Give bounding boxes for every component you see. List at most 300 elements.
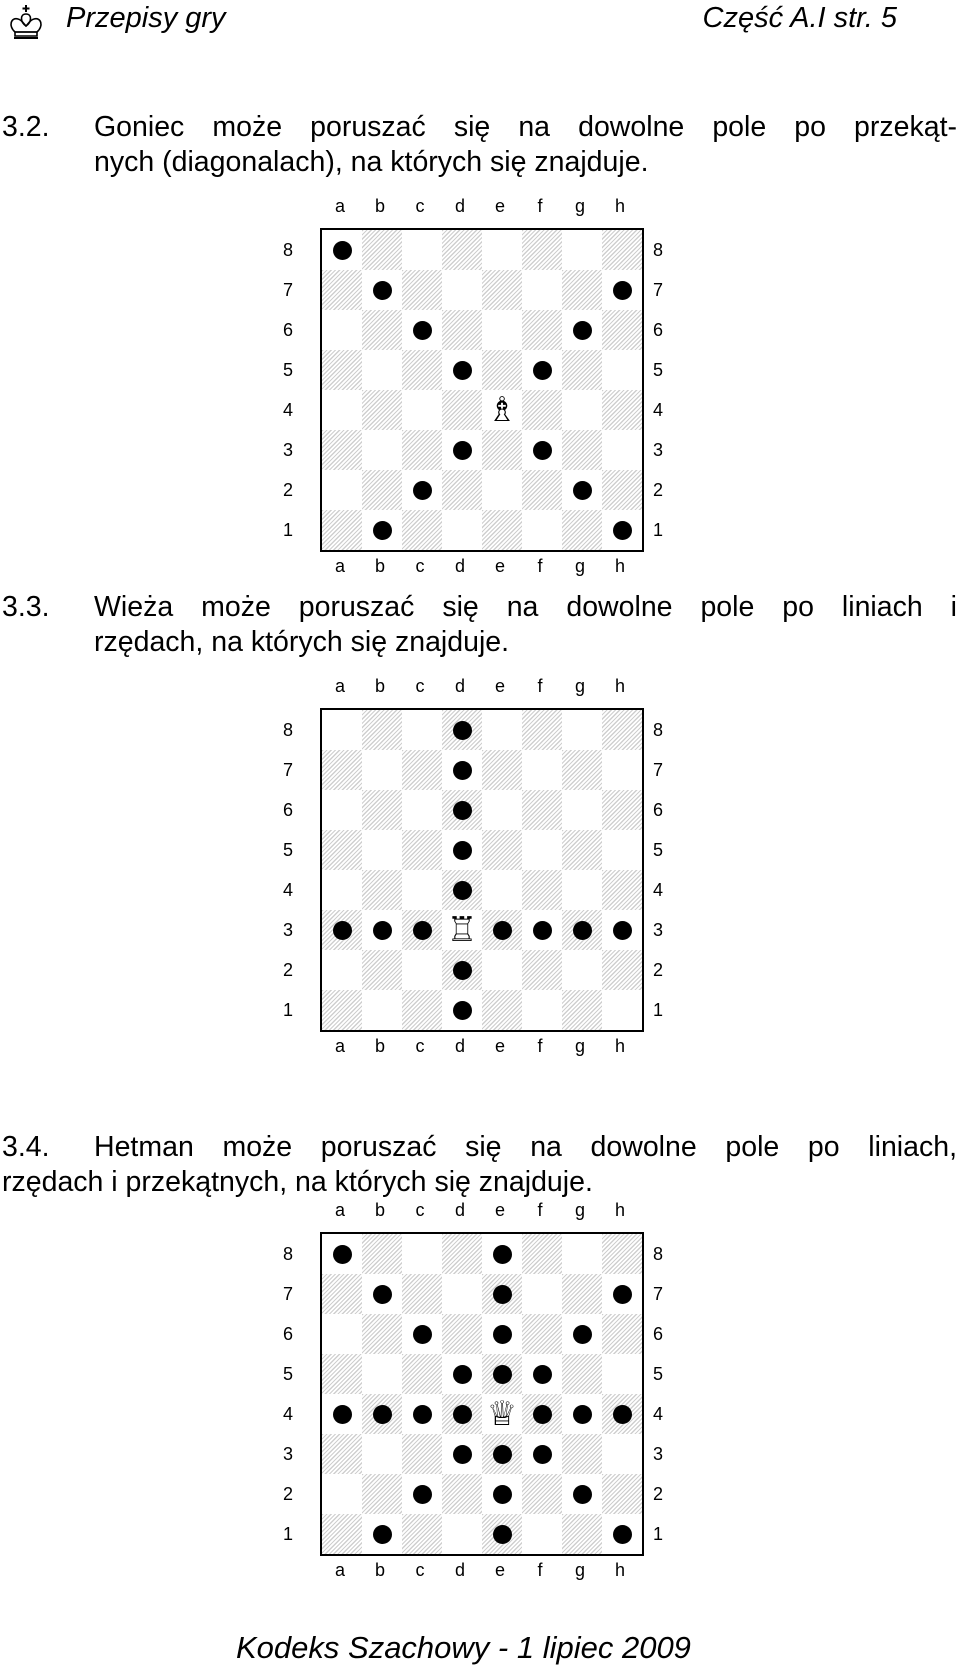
rank-label: 8: [282, 240, 293, 260]
square-e6: [482, 790, 522, 830]
rule-text: Hetman może poruszać się na dowolne pole po liniach,: [94, 1131, 957, 1163]
file-label: e: [494, 1036, 505, 1056]
square-e8: [482, 710, 522, 750]
rank-label: 1: [652, 1000, 663, 1020]
move-marker: [453, 441, 472, 460]
square-d7: [442, 1274, 482, 1314]
move-marker: [573, 481, 592, 500]
rank-label: 8: [652, 1244, 663, 1264]
rank-label: 8: [652, 720, 663, 740]
square-b1: [362, 990, 402, 1030]
square-e2: [482, 950, 522, 990]
square-g6: [562, 310, 602, 350]
square-f6: [522, 790, 562, 830]
rule-3-4-line1: [2, 1130, 957, 1165]
rank-label: 6: [282, 1324, 293, 1344]
file-label: a: [334, 1036, 345, 1056]
rank-label: 3: [282, 440, 293, 460]
file-label: d: [454, 676, 465, 696]
file-labels-top: [320, 1200, 640, 1221]
square-c7: [402, 1274, 442, 1314]
square-h3: [602, 430, 642, 470]
chess-diagram-bishop: [282, 196, 663, 580]
rule-text: Wieża może poruszać się na dowolne pole po liniach i: [94, 591, 957, 623]
square-g4: [562, 870, 602, 910]
square-c7: [402, 750, 442, 790]
move-marker: [373, 521, 392, 540]
move-marker: [493, 1285, 512, 1304]
square-f8: [522, 710, 562, 750]
square-g2: [562, 470, 602, 510]
move-marker: [333, 921, 352, 940]
square-a6: [322, 1314, 362, 1354]
file-label: e: [494, 1560, 505, 1580]
square-g3: [562, 430, 602, 470]
square-b5: [362, 350, 402, 390]
file-label: g: [574, 676, 585, 696]
square-a8: [322, 710, 362, 750]
square-f3: [522, 1434, 562, 1474]
rank-label: 6: [282, 320, 293, 340]
move-marker: [573, 1325, 592, 1344]
square-a4: [322, 870, 362, 910]
square-b2: [362, 1474, 402, 1514]
square-h1: [602, 1514, 642, 1554]
move-marker: [613, 1285, 632, 1304]
move-marker: [333, 241, 352, 260]
move-marker: [413, 1405, 432, 1424]
square-h7: [602, 750, 642, 790]
move-marker: [493, 1325, 512, 1344]
square-c2: [402, 1474, 442, 1514]
chessboard: [320, 708, 644, 1032]
square-a7: [322, 270, 362, 310]
square-f5: [522, 830, 562, 870]
document-title: Przepisy gry: [66, 2, 226, 34]
square-a2: [322, 470, 362, 510]
square-a5: [322, 1354, 362, 1394]
file-label: d: [454, 1200, 465, 1220]
square-a4: [322, 390, 362, 430]
square-b1: [362, 510, 402, 550]
square-b5: [362, 1354, 402, 1394]
move-marker: [533, 441, 552, 460]
square-g7: [562, 270, 602, 310]
square-g4: [562, 390, 602, 430]
move-marker: [453, 841, 472, 860]
square-a3: [322, 910, 362, 950]
square-f1: [522, 990, 562, 1030]
square-f2: [522, 950, 562, 990]
move-marker: [493, 1445, 512, 1464]
square-c3: [402, 1434, 442, 1474]
rank-label: 5: [652, 1364, 663, 1384]
rank-label: 5: [652, 360, 663, 380]
page-reference: Część A.I str. 5: [702, 2, 897, 34]
rule-number: 3.3.: [2, 591, 50, 623]
square-e3: [482, 910, 522, 950]
square-f7: [522, 1274, 562, 1314]
square-d6: [442, 310, 482, 350]
square-f5: [522, 1354, 562, 1394]
rank-labels-left: [278, 230, 298, 550]
square-h2: [602, 950, 642, 990]
file-label: g: [574, 556, 585, 576]
square-a8: [322, 230, 362, 270]
rank-label: 1: [282, 1000, 293, 1020]
rank-label: 7: [282, 760, 293, 780]
square-e4: [482, 390, 522, 430]
file-label: f: [537, 1200, 543, 1220]
square-e5: [482, 1354, 522, 1394]
square-h3: [602, 910, 642, 950]
square-a3: [322, 430, 362, 470]
rank-labels-left: [278, 1234, 298, 1554]
file-label: c: [415, 1200, 425, 1220]
square-c3: [402, 910, 442, 950]
file-label: f: [537, 196, 543, 216]
rank-label: 4: [282, 880, 293, 900]
square-d2: [442, 950, 482, 990]
rank-label: 7: [652, 760, 663, 780]
file-label: h: [614, 196, 625, 216]
move-marker: [493, 1485, 512, 1504]
rule-3-2-line2: nych (diagonalach), na których się znajduje.: [94, 146, 649, 178]
square-f8: [522, 230, 562, 270]
square-h5: [602, 350, 642, 390]
square-b4: [362, 870, 402, 910]
square-f4: [522, 1394, 562, 1434]
square-e8: [482, 230, 522, 270]
square-a4: [322, 1394, 362, 1434]
square-c4: [402, 870, 442, 910]
move-marker: [613, 921, 632, 940]
move-marker: [493, 1525, 512, 1544]
rule-3-3: [2, 590, 957, 660]
file-label: f: [537, 676, 543, 696]
square-a1: [322, 990, 362, 1030]
chess-diagram-rook: [282, 676, 663, 1060]
file-label: e: [494, 556, 505, 576]
square-a8: [322, 1234, 362, 1274]
file-label: d: [454, 556, 465, 576]
move-marker: [533, 361, 552, 380]
rank-label: 7: [652, 280, 663, 300]
move-marker: [413, 1325, 432, 1344]
square-c4: [402, 390, 442, 430]
square-d5: [442, 350, 482, 390]
square-h7: [602, 270, 642, 310]
rank-labels-right: [648, 230, 668, 550]
move-marker: [413, 481, 432, 500]
square-d2: [442, 470, 482, 510]
rank-label: 5: [282, 840, 293, 860]
file-label: c: [415, 556, 425, 576]
square-b8: [362, 710, 402, 750]
rank-label: 8: [282, 720, 293, 740]
rank-label: 2: [652, 480, 663, 500]
file-label: b: [374, 556, 385, 576]
square-g6: [562, 1314, 602, 1354]
file-label: c: [415, 1036, 425, 1056]
file-labels-top: [320, 196, 640, 217]
square-h2: [602, 1474, 642, 1514]
square-c6: [402, 790, 442, 830]
file-label: a: [334, 196, 345, 216]
square-f4: [522, 870, 562, 910]
move-marker: [573, 921, 592, 940]
rank-label: 1: [652, 1524, 663, 1544]
square-d1: [442, 1514, 482, 1554]
square-d3: [442, 1434, 482, 1474]
square-e7: [482, 1274, 522, 1314]
square-h5: [602, 830, 642, 870]
move-marker: [613, 521, 632, 540]
square-c5: [402, 1354, 442, 1394]
square-c5: [402, 350, 442, 390]
square-c1: [402, 1514, 442, 1554]
square-a3: [322, 1434, 362, 1474]
bishop-piece-icon: ♗: [486, 390, 518, 430]
square-a5: [322, 350, 362, 390]
page-header: [0, 0, 960, 42]
file-label: a: [334, 1560, 345, 1580]
square-h1: [602, 510, 642, 550]
square-b7: [362, 270, 402, 310]
move-marker: [413, 1485, 432, 1504]
square-g3: [562, 1434, 602, 1474]
square-c7: [402, 270, 442, 310]
square-d6: [442, 790, 482, 830]
square-b4: [362, 1394, 402, 1434]
square-b3: [362, 910, 402, 950]
square-c6: [402, 1314, 442, 1354]
rank-labels-left: [278, 710, 298, 1030]
square-e6: [482, 1314, 522, 1354]
square-g8: [562, 230, 602, 270]
square-b6: [362, 1314, 402, 1354]
queen-piece-icon: ♕: [486, 1394, 518, 1434]
move-marker: [613, 1525, 632, 1544]
square-d6: [442, 1314, 482, 1354]
rank-label: 8: [652, 240, 663, 260]
chessboard: [320, 228, 644, 552]
file-label: c: [415, 196, 425, 216]
file-label: b: [374, 1036, 385, 1056]
square-e1: [482, 1514, 522, 1554]
square-g5: [562, 830, 602, 870]
rank-label: 3: [282, 1444, 293, 1464]
square-d8: [442, 230, 482, 270]
square-e1: [482, 510, 522, 550]
square-a2: [322, 950, 362, 990]
square-f2: [522, 470, 562, 510]
file-label: f: [537, 556, 543, 576]
square-h6: [602, 1314, 642, 1354]
square-e7: [482, 750, 522, 790]
move-marker: [373, 1525, 392, 1544]
file-label: h: [614, 556, 625, 576]
file-label: f: [537, 1560, 543, 1580]
square-a7: [322, 750, 362, 790]
rank-label: 3: [652, 1444, 663, 1464]
square-e3: [482, 430, 522, 470]
square-e1: [482, 990, 522, 1030]
move-marker: [373, 281, 392, 300]
square-d3: [442, 430, 482, 470]
square-e2: [482, 470, 522, 510]
square-d2: [442, 1474, 482, 1514]
square-d4: [442, 870, 482, 910]
rank-label: 5: [652, 840, 663, 860]
square-c3: [402, 430, 442, 470]
square-d7: [442, 270, 482, 310]
square-d7: [442, 750, 482, 790]
move-marker: [453, 361, 472, 380]
file-label: g: [574, 196, 585, 216]
square-b2: [362, 470, 402, 510]
rule-3-3-line2: rzędach, na których się znajduje.: [94, 626, 510, 658]
rank-label: 4: [282, 1404, 293, 1424]
square-d4: [442, 390, 482, 430]
rank-label: 8: [282, 1244, 293, 1264]
chessboard: [320, 1232, 644, 1556]
square-f7: [522, 270, 562, 310]
move-marker: [333, 1405, 352, 1424]
square-f3: [522, 430, 562, 470]
file-label: h: [614, 1036, 625, 1056]
file-labels-bottom: [320, 1560, 640, 1581]
square-g2: [562, 1474, 602, 1514]
square-a6: [322, 310, 362, 350]
square-b8: [362, 230, 402, 270]
rank-label: 4: [652, 880, 663, 900]
rank-label: 1: [652, 520, 663, 540]
file-label: d: [454, 1560, 465, 1580]
square-g6: [562, 790, 602, 830]
square-c8: [402, 230, 442, 270]
square-g7: [562, 750, 602, 790]
square-b4: [362, 390, 402, 430]
square-g8: [562, 710, 602, 750]
rank-label: 6: [652, 320, 663, 340]
square-d5: [442, 1354, 482, 1394]
file-labels-bottom: [320, 556, 640, 577]
square-h5: [602, 1354, 642, 1394]
move-marker: [333, 1245, 352, 1264]
square-g1: [562, 510, 602, 550]
rule-3-3-line1: [2, 590, 957, 625]
square-d4: [442, 1394, 482, 1434]
rank-label: 2: [282, 1484, 293, 1504]
rule-text: Goniec może poruszać się na dowolne pole po przekąt-: [94, 111, 957, 143]
rank-label: 7: [282, 1284, 293, 1304]
square-g7: [562, 1274, 602, 1314]
file-label: a: [334, 676, 345, 696]
file-label: b: [374, 196, 385, 216]
square-h6: [602, 790, 642, 830]
file-label: a: [334, 556, 345, 576]
rook-piece-icon: ♖: [446, 910, 478, 950]
move-marker: [413, 921, 432, 940]
move-marker: [453, 1445, 472, 1464]
square-a1: [322, 1514, 362, 1554]
square-f5: [522, 350, 562, 390]
square-e6: [482, 310, 522, 350]
rank-label: 6: [652, 1324, 663, 1344]
square-c8: [402, 710, 442, 750]
square-e4: [482, 1394, 522, 1434]
rank-label: 1: [282, 1524, 293, 1544]
move-marker: [613, 1405, 632, 1424]
square-h8: [602, 230, 642, 270]
file-label: e: [494, 196, 505, 216]
file-labels-bottom: [320, 1036, 640, 1057]
move-marker: [453, 1365, 472, 1384]
move-marker: [493, 1245, 512, 1264]
file-label: g: [574, 1036, 585, 1056]
move-marker: [373, 1285, 392, 1304]
square-f6: [522, 310, 562, 350]
square-b6: [362, 310, 402, 350]
square-e5: [482, 830, 522, 870]
page-footer: Kodeks Szachowy - 1 lipiec 2009: [236, 1630, 691, 1665]
move-marker: [373, 1405, 392, 1424]
rank-label: 2: [282, 960, 293, 980]
square-f3: [522, 910, 562, 950]
file-label: h: [614, 1200, 625, 1220]
file-label: e: [494, 1200, 505, 1220]
rank-label: 1: [282, 520, 293, 540]
square-c6: [402, 310, 442, 350]
rank-label: 5: [282, 1364, 293, 1384]
square-e4: [482, 870, 522, 910]
rank-label: 7: [282, 280, 293, 300]
square-e2: [482, 1474, 522, 1514]
file-label: d: [454, 1036, 465, 1056]
move-marker: [533, 921, 552, 940]
square-e8: [482, 1234, 522, 1274]
square-b6: [362, 790, 402, 830]
square-e5: [482, 350, 522, 390]
chess-king-icon: [6, 2, 46, 42]
square-a2: [322, 1474, 362, 1514]
move-marker: [453, 761, 472, 780]
move-marker: [533, 1405, 552, 1424]
move-marker: [453, 881, 472, 900]
move-marker: [493, 921, 512, 940]
rank-label: 3: [282, 920, 293, 940]
file-label: h: [614, 1560, 625, 1580]
rank-label: 2: [282, 480, 293, 500]
file-label: g: [574, 1560, 585, 1580]
file-label: a: [334, 1200, 345, 1220]
rank-label: 2: [652, 960, 663, 980]
square-f6: [522, 1314, 562, 1354]
file-labels-top: [320, 676, 640, 697]
file-label: b: [374, 1200, 385, 1220]
square-h1: [602, 990, 642, 1030]
file-label: d: [454, 196, 465, 216]
rank-label: 5: [282, 360, 293, 380]
file-label: h: [614, 676, 625, 696]
square-h7: [602, 1274, 642, 1314]
rank-labels-right: [648, 710, 668, 1030]
rule-3-2-line1: [2, 110, 957, 145]
square-b5: [362, 830, 402, 870]
rule-3-2: [2, 110, 957, 180]
square-a6: [322, 790, 362, 830]
